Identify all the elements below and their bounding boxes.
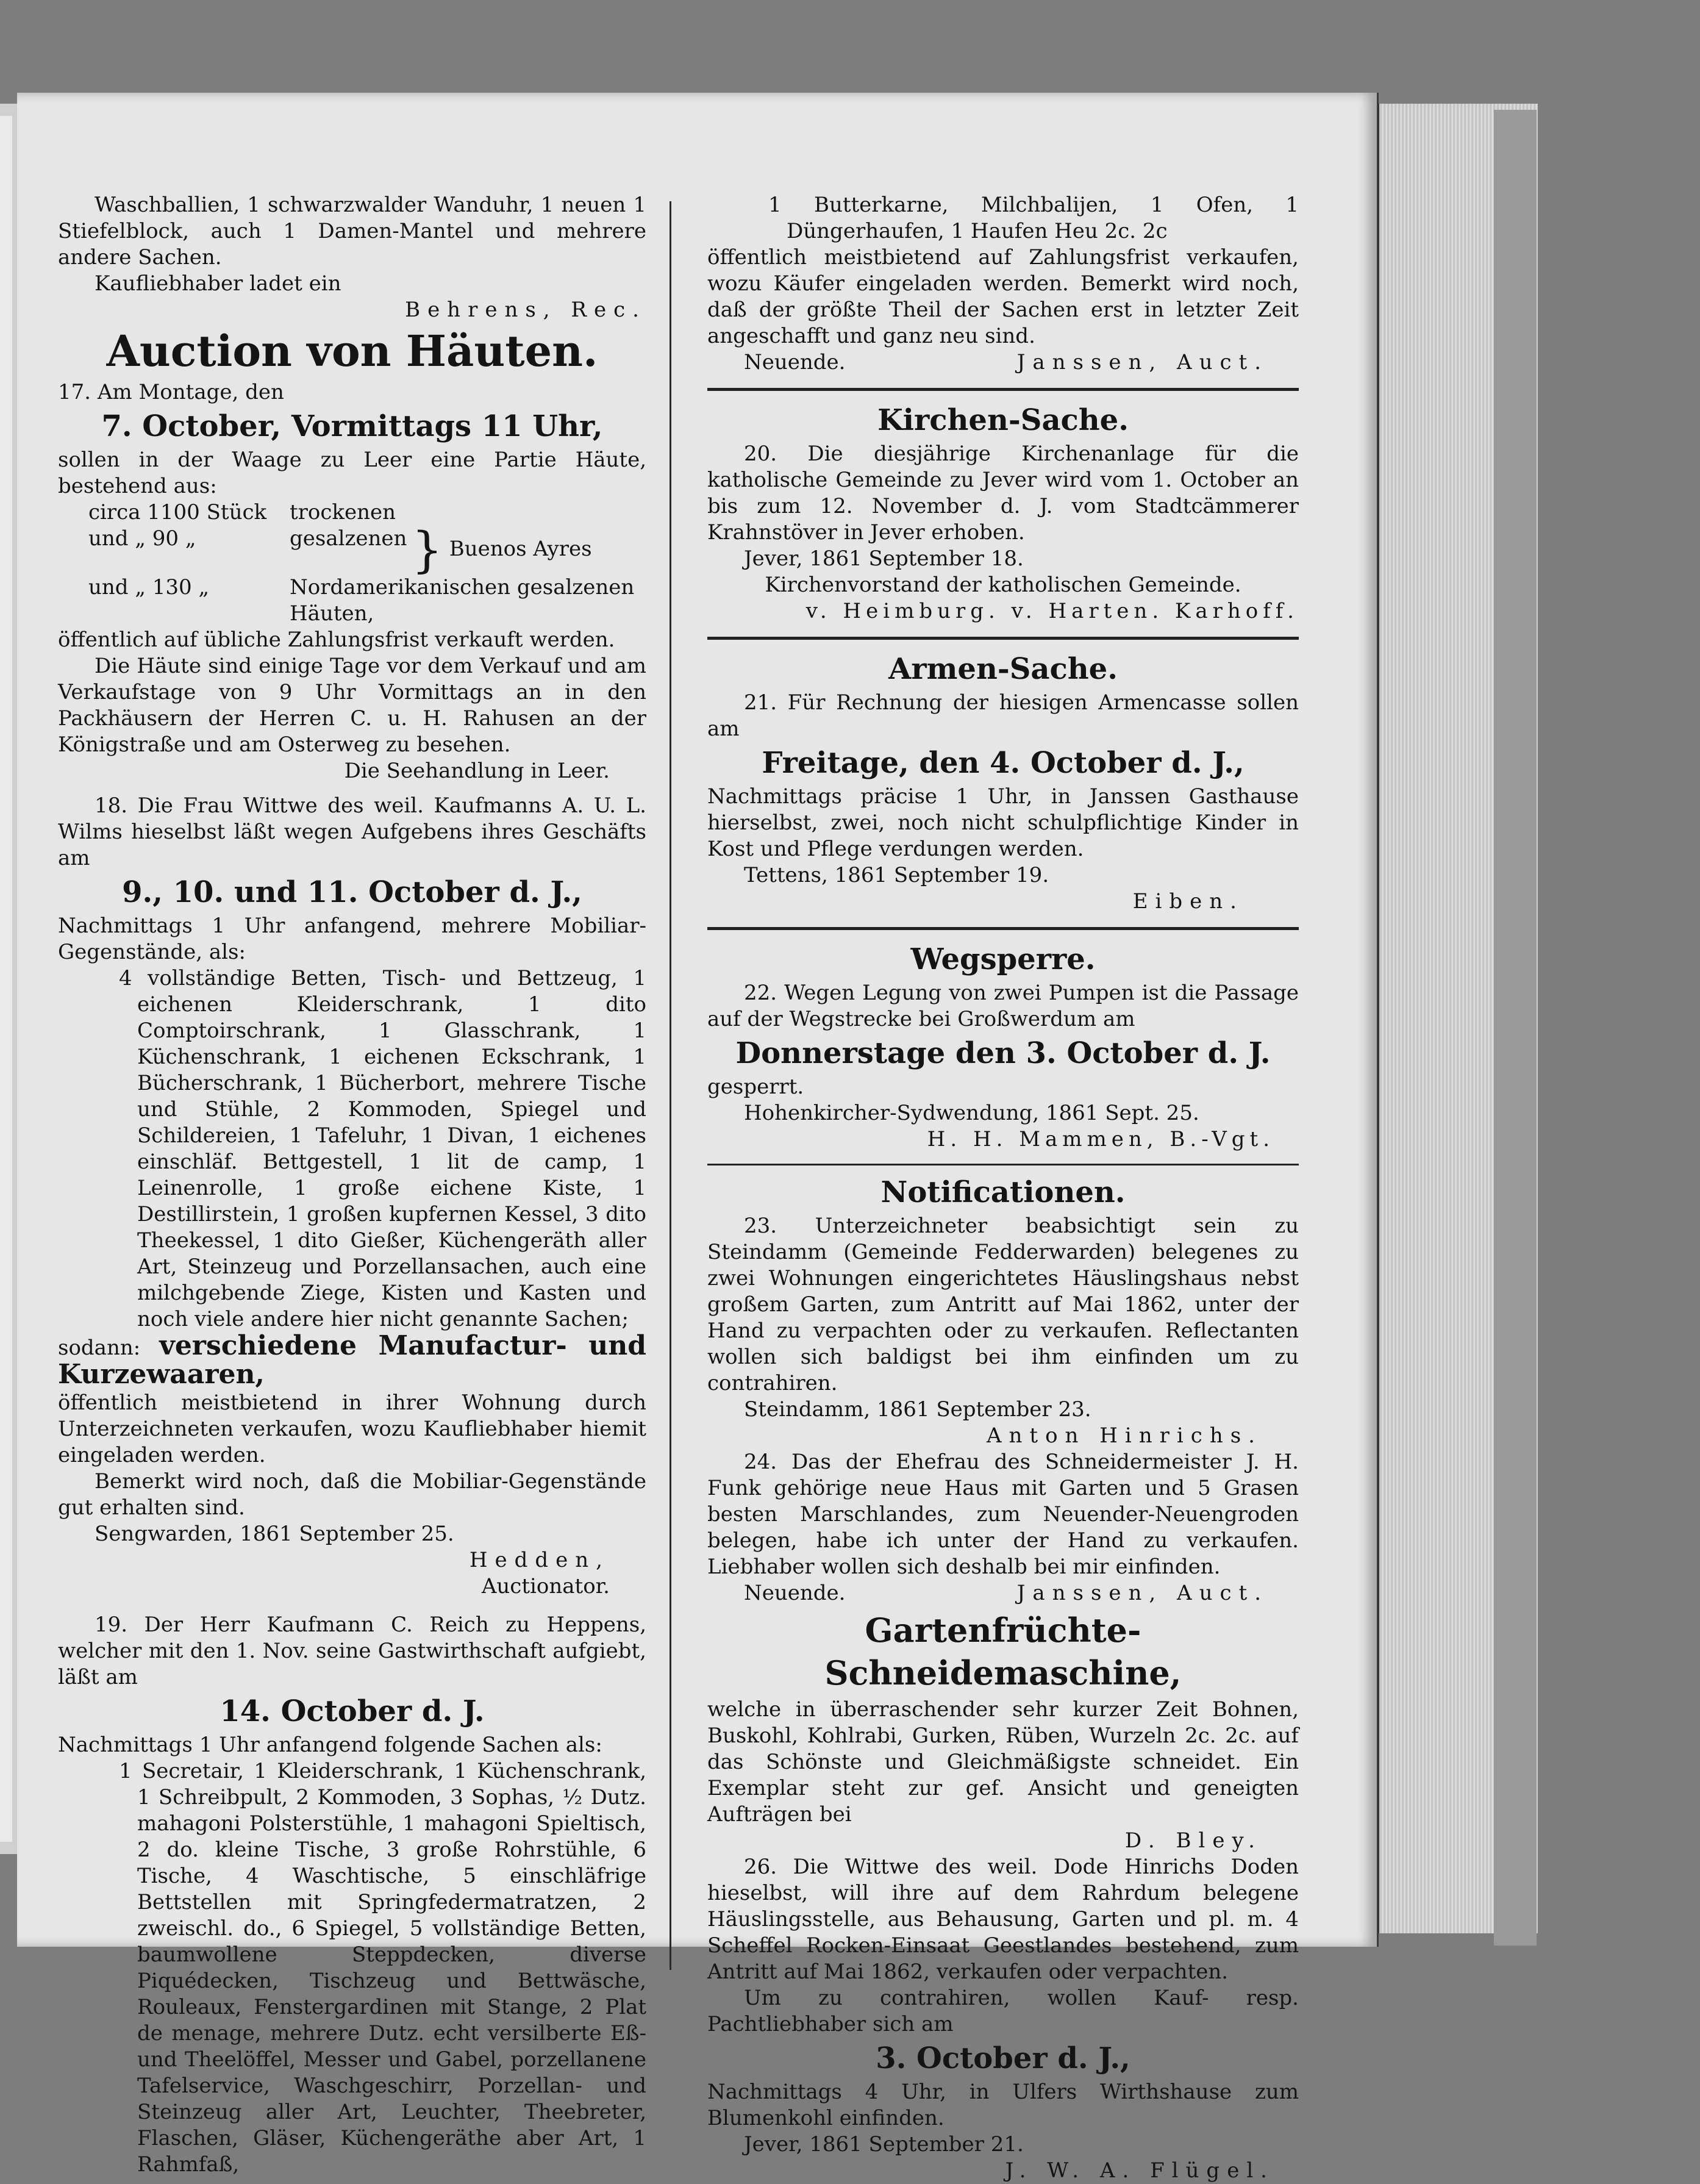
hides-origin-cell [412,521,646,578]
hides-qty: und „ 130 „ [88,575,210,600]
garten-text: welche in überraschender sehr kurzer Zeit Bohnen, Buskohl, Kohlrabi, Gurken, Rüben, Wurzeln 2c. 2c. auf das Schönste und Gleichmäßigste schneidet. Ein Exemplar steht zur gef. Ansicht und geneigten Aufträgen bei [707,1697,1299,1827]
column-divider [670,201,671,1970]
hides-kind: Nordamerikanischen gesalzenen Häuten, [290,575,635,626]
notice-18-role: Auctionator. [481,1574,610,1599]
manufactur-bold: verschiedene Manufactur- und Kurzewaaren, [58,1330,647,1390]
continued-sale: öffentlich meistbietend auf Zahlungsfrist verkaufen, wozu Käufer eingeladen werden. Bemerkt wird noch, daß der größte Theil der Sachen erst in letzter Zeit angeschafft und ganz neu sind. [707,245,1299,348]
notice-18-date: 9., 10. und 11. October d. J., [122,875,582,909]
hides-table [58,499,646,627]
sodann-label: sodann: [58,1336,141,1360]
notice-18-list: 4 vollständige Betten, Tisch- und Bettzeug, 1 eichenen Kleiderschrank, 1 dito Comptoirschrank, 1 Glasschrank, 1 Küchenschrank, 1 eichenen Eckschrank, 1 Bücherschrank, 1 Bücherbort, mehrere Tische und Stühle, 2 Kommoden, Spiegel und Schildereien, 1 Tafeluhr, 1 Divan, 1 eichenes einschläf. Bettgestell, 1 lit de camp, 1 Leinenrolle, 1 große eichene Kiste, 1 Destillirstein, 1 großen kupfernen Kessel, 3 dito Theekessel, 1 dito Gießer, Küchengeräth aller Art, Steinzeug und Porzellansachen, auch eine milchgebende Ziege, Kisten und Kasten und noch viele andere hier nicht genannte Sachen; [119,966,646,1331]
continued-sign-line [707,349,1299,376]
notice-23-place: Steindamm, 1861 September 23. [744,1397,1091,1422]
notice-19-intro: Nachmittags 1 Uhr anfangend folgende Sachen als: [58,1733,602,1757]
place-neuende: Neuende. [744,1581,846,1605]
notice-22-text: 22. Wegen Legung von zwei Pumpen ist die Passage auf der Wegstrecke bei Großwerdum am [707,981,1299,1031]
notice-21-date: Freitage, den 4. October d. J., [762,746,1245,780]
buyers-invite: Kaufliebhaber ladet ein [95,271,341,296]
left-column [58,192,646,2178]
notice-22-closed: gesperrt. [707,1075,804,1099]
notice-21-sign: Eiben. [1132,889,1244,914]
notice-17-intro: 17. Am Montage, den [58,380,284,404]
notice-21-text: 21. Für Rechnung der hiesigen Armencasse sollen am [707,690,1299,741]
hides-origin: Buenos Ayres [449,537,592,561]
notice-18-intro: Nachmittags 1 Uhr anfangend, mehrere Mobiliar-Gegenstände, als: [58,914,646,964]
notice-18-sign: Hedden, [469,1548,610,1572]
signature-behrens: Behrens, Rec. [405,298,646,322]
hides-row [58,499,646,526]
hides-row [58,575,646,627]
notice-17-sale: öffentlich auf übliche Zahlungsfrist verkauft werden. [58,628,615,652]
section-rule [707,1164,1299,1165]
heading-garten-maschine: Gartenfrüchte-Schneidemaschine, [824,1611,1182,1692]
notice-17-text: sollen in der Waage zu Leer eine Partie Häute, bestehend aus: [58,448,646,498]
notice-18-manufactur [58,1330,647,1390]
signature-janssen: Janssen, Auct. [1016,1581,1268,1605]
notice-17-sign: Die Seehandlung in Leer. [344,759,610,783]
hides-qty: und „ 90 „ [88,526,196,551]
notice-18-sale: öffentlich meistbietend in ihrer Wohnung durch Unterzeichneten verkaufen, wozu Kaufliebhaber hiemit eingeladen werden. [58,1391,646,1467]
notice-26-place: Jever, 1861 September 21. [744,2132,1024,2157]
notice-22-place: Hohenkircher-Sydwendung, 1861 Sept. 25. [744,1101,1199,1125]
notice-20-text: 20. Die diesjährige Kirchenanlage für die katholische Gemeinde zu Jever wird vom 1. October an bis zum 12. November d. J. vom Stadtcämmerer Krahnstöver in Jever erhoben. [707,442,1299,545]
hides-kind: gesalzenen [290,526,407,551]
right-column [707,192,1299,2184]
notice-22-date: Donnerstage den 3. October d. J. [735,1036,1271,1070]
carryover-paragraph: Waschballien, 1 schwarzwalder Wanduhr, 1 neuen 1 Stiefelblock, auch 1 Damen-Mantel und mehrere andere Sachen. [58,193,646,270]
heading-armen-sache: Armen-Sache. [888,652,1118,686]
notice-26-sign: J. W. A. Flügel. [1005,2158,1274,2183]
notice-17-date: 7. October, Vormittags 11 Uhr, [101,409,603,443]
notice-26-text: 26. Die Wittwe des weil. Dode Hinrichs Doden hieselbst, will ihre auf dem Rahrdum belegene Häuslingsstelle, aus Behausung, Garten und pl. m. 4 Scheffel Rocken-Einsaat Geestlandes bestehend, zum Antritt auf Mai 1862, verkaufen oder verpachten. [707,1855,1299,1984]
hides-kind: trockenen [290,500,396,525]
notice-18-note: Bemerkt wird noch, daß die Mobiliar-Gegenstände gut erhalten sind. [58,1469,646,1520]
garten-sign: D. Bley. [1124,1828,1262,1853]
notice-22-sign: H. H. Mammen, B.-Vgt. [927,1127,1274,1151]
book-cover-edge [1494,110,1537,1946]
facing-page-edge [0,116,12,1842]
heading-kirchen-sache: Kirchen-Sache. [877,403,1129,437]
section-rule [707,637,1299,640]
notice-20-sign: v. Heimburg. v. Harten. Karhoff. [805,599,1299,623]
notice-23-text: 23. Unterzeichneter beabsichtigt sein zu Steindamm (Gemeinde Fedderwarden) belegenes zu zwei Wohnungen eingerichtetes Häuslingshaus nebst großem Garten, zum Antritt auf Mai 1862, unter der Hand zu verpachten oder zu verkaufen. Reflectanten wollen sich baldigst bei ihm einfinden um zu contrahiren. [707,1214,1299,1395]
section-rule [707,388,1299,391]
notice-20-org: Kirchenvorstand der katholischen Gemeinde. [765,573,1241,597]
notice-26-date: 3. October d. J., [876,2041,1130,2075]
notice-17-more: Die Häute sind einige Tage vor dem Verkauf und am Verkaufstage von 9 Uhr Vormittags an in den Packhäusern der Herren C. u. H. Rahusen an der Königstraße und am Osterweg zu besehen. [58,654,646,757]
section-rule [707,927,1299,930]
notice-18-place: Sengwarden, 1861 September 25. [95,1522,454,1546]
notice-19-text: 19. Der Herr Kaufmann C. Reich zu Heppens, welcher mit den 1. Nov. seine Gastwirthschaft aufgiebt, läßt am [58,1613,646,1689]
hides-qty: circa 1100 Stück [88,500,267,525]
notice-19-date: 14. October d. J. [220,1694,485,1728]
notice-24-text: 24. Das der Ehefrau des Schneidermeister J. H. Funk gehörige neue Haus mit Garten und 5 Grasen besten Marschlandes, zum Neuender-Neuengroden belegen, habe ich unter der Hand zu verkaufen. Liebhaber wollen sich deshalb bei mir einfinden. [707,1450,1299,1579]
notice-18-text: 18. Die Frau Wittwe des weil. Kaufmanns A. U. L. Wilms hieselbst läßt wegen Aufgebens ihres Geschäfts am [58,793,646,870]
notice-21-place: Tettens, 1861 September 19. [744,863,1049,887]
notice-21-more: Nachmittags präcise 1 Uhr, in Janssen Gasthause hierselbst, zwei, noch nicht schulpflichtige Kinder in Kost und Pflege verdungen werden. [707,784,1299,861]
brace-glyph: } [412,521,443,578]
heading-wegsperre: Wegsperre. [910,942,1096,976]
place-neuende: Neuende. [744,350,846,374]
notice-19-list: 1 Secretair, 1 Kleiderschrank, 1 Küchenschrank, 1 Schreibpult, 2 Kommoden, 3 Sophas, ½ Dutz. mahagoni Polsterstühle, 1 mahagoni Spieltisch, 2 do. kleine Tische, 3 große Rohrstühle, 6 Tische, 4 Waschtische, 5 einschläfrige Bettstellen mit Springfedermatratzen, 2 zweischl. do., 6 Spiegel, 5 vollständige Betten, baumwollene Steppdecken, diverse Piquédecken, Tischzeug und Bettwäsche, Rouleaux, Fenstergardinen mit Stange, 2 Plat de menage, mehrere Dutz. echt versilberte Eß- und Theelöffel, Messer und Gabel, porzellanene Tafelservice, Waschgeschirr, Porzellan- und Steinzeug aller Art, Leuchter, Theebreter, Flaschen, Gläser, Küchengeräthe aber Art, 1 Rahmfaß, [119,1759,646,2177]
heading-notificationen: Notificationen. [880,1175,1126,1209]
notice-24-sign-line [707,1580,1299,1606]
heading-auction-hides: Auction von Häuten. [106,326,598,376]
continued-list: 1 Butterkarne, Milchbalijen, 1 Ofen, 1 Düngerhaufen, 1 Haufen Heu 2c. 2c [768,193,1299,243]
notice-26-more: Um zu contrahiren, wollen Kauf- resp. Pachtliebhaber sich am [707,1986,1299,2036]
signature-janssen: Janssen, Auct. [1016,350,1268,374]
notice-26-time: Nachmittags 4 Uhr, in Ulfers Wirthshause zum Blumenkohl einfinden. [707,2080,1299,2130]
notice-20-place: Jever, 1861 September 18. [744,546,1024,571]
notice-23-sign: Anton Hinrichs. [986,1423,1262,1448]
hides-row [58,521,646,578]
